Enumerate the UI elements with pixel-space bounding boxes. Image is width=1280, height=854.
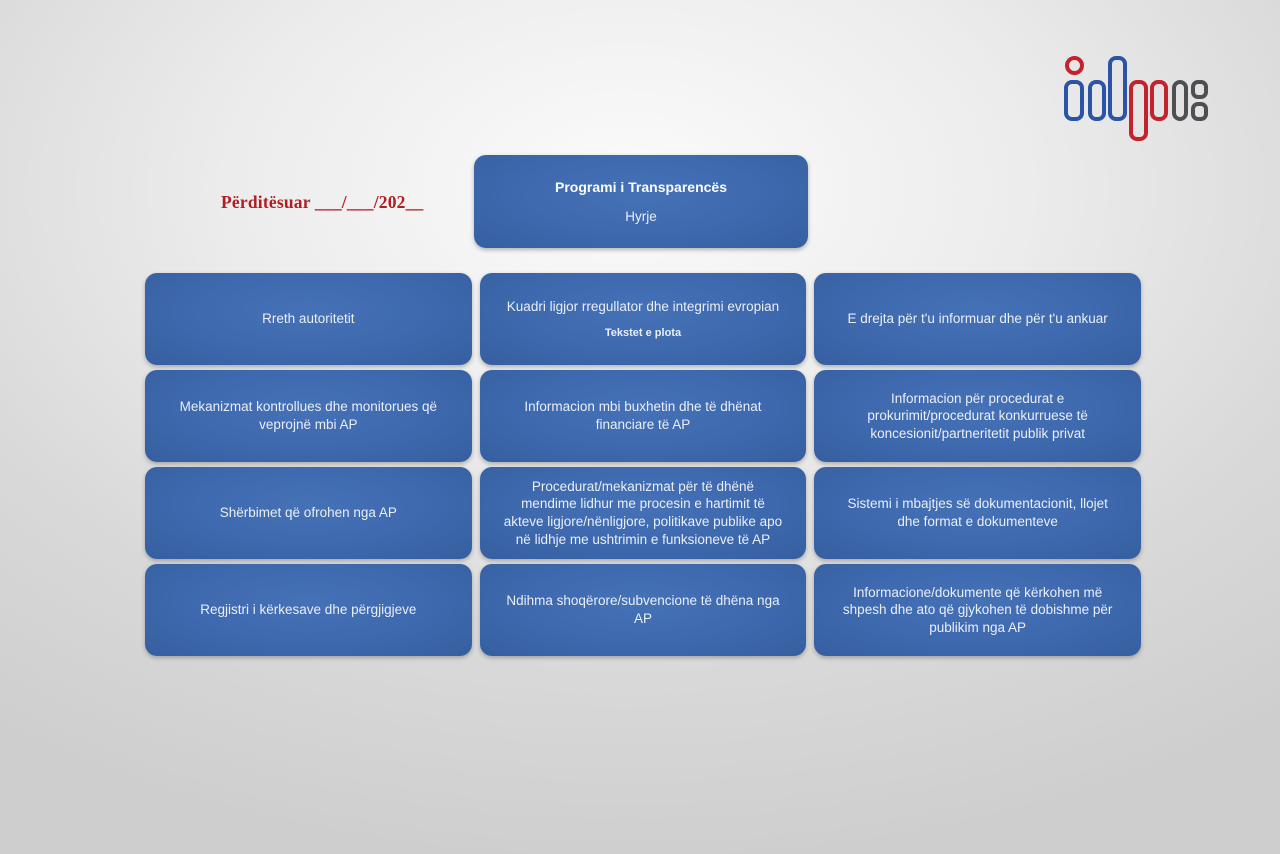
grid-cell-procedurat-mendime[interactable] (480, 467, 807, 559)
idp-logo (1062, 53, 1212, 145)
grid-cell-label: Mekanizmat kontrollues dhe monitorues që veprojnë mbi AP (179, 399, 438, 432)
grid-cell-regjistri-kerkesave[interactable] (145, 564, 472, 656)
page-subtitle: Hyrje (625, 209, 657, 224)
logo-gray-bar (1172, 80, 1188, 121)
grid-cell-mekanizmat-kontrollues[interactable] (145, 370, 472, 462)
grid-cell-label: Procedurat/mekanizmat për të dhënë mendime lidhur me procesin e hartimit të akteve ligjore/nënligjore, politikave publike apo në lidhje me ushtrimin e funksioneve të AP (503, 478, 783, 547)
grid-cell-label: Sistemi i mbajtjes së dokumentacionit, llojet dhe format e dokumenteve (847, 496, 1108, 529)
grid-cell-label: Regjistri i kërkesave dhe përgjigjeve (200, 602, 417, 618)
grid-cell-label: Ndihma shoqërore/subvencione të dhëna nga AP (506, 593, 780, 626)
updated-date-label: Përditësuar ___/___/202__ (221, 192, 424, 212)
grid-cell-label: Kuadri ligjor rregullator dhe integrimi evropian (506, 298, 780, 314)
grid-cell-label: Informacione/dokumente që kërkohen më shpesh dhe ato që gjykohen të dobishme për publikim nga AP (842, 584, 1113, 635)
logo-blue-bar-tall (1108, 56, 1127, 121)
logo-gray-square-bottom (1191, 102, 1208, 121)
grid-cell-kuadri-ligjor[interactable] (480, 273, 807, 365)
logo-red-bar-descender (1129, 80, 1148, 141)
grid-cell-ndihma-shoqerore[interactable] (480, 564, 807, 656)
page-title: Programi i Transparencës (555, 179, 727, 195)
logo-gray-square-top (1191, 80, 1208, 99)
grid-cell-label: E drejta për t'u informuar dhe për t'u ankuar (847, 311, 1108, 327)
grid-cell-label: Informacion për procedurat e prokurimit/procedurat konkurruese të koncesionit/partneritetit publik privat (867, 390, 1088, 441)
grid-cell-label: Informacion mbi buxhetin dhe të dhënat financiare të AP (524, 399, 762, 432)
logo-blue-bar-2 (1088, 80, 1106, 121)
grid-cell-informacione-dokumente[interactable] (814, 564, 1141, 656)
grid-cell-rreth-autoritetit[interactable] (145, 273, 472, 365)
grid-cell-informacion-buxheti[interactable] (480, 370, 807, 462)
grid-cell-e-drejta-informuar-ankuar[interactable] (814, 273, 1141, 365)
grid-cell-sublabel: Tekstet e plota (604, 327, 682, 340)
logo-red-bar-2 (1150, 80, 1168, 121)
header-card[interactable] (474, 155, 808, 248)
grid-cell-label: Rreth autoritetit (262, 311, 355, 327)
logo-dot-circle (1065, 56, 1084, 75)
grid-cell-label: Shërbimet që ofrohen nga AP (219, 505, 397, 521)
grid-cell-informacion-prokurimi[interactable] (814, 370, 1141, 462)
logo-blue-bar-1 (1064, 80, 1084, 121)
transparency-grid (145, 273, 1141, 656)
grid-cell-sherbimet[interactable] (145, 467, 472, 559)
grid-cell-sistemi-mbajtjes-dokumentacionit[interactable] (814, 467, 1141, 559)
